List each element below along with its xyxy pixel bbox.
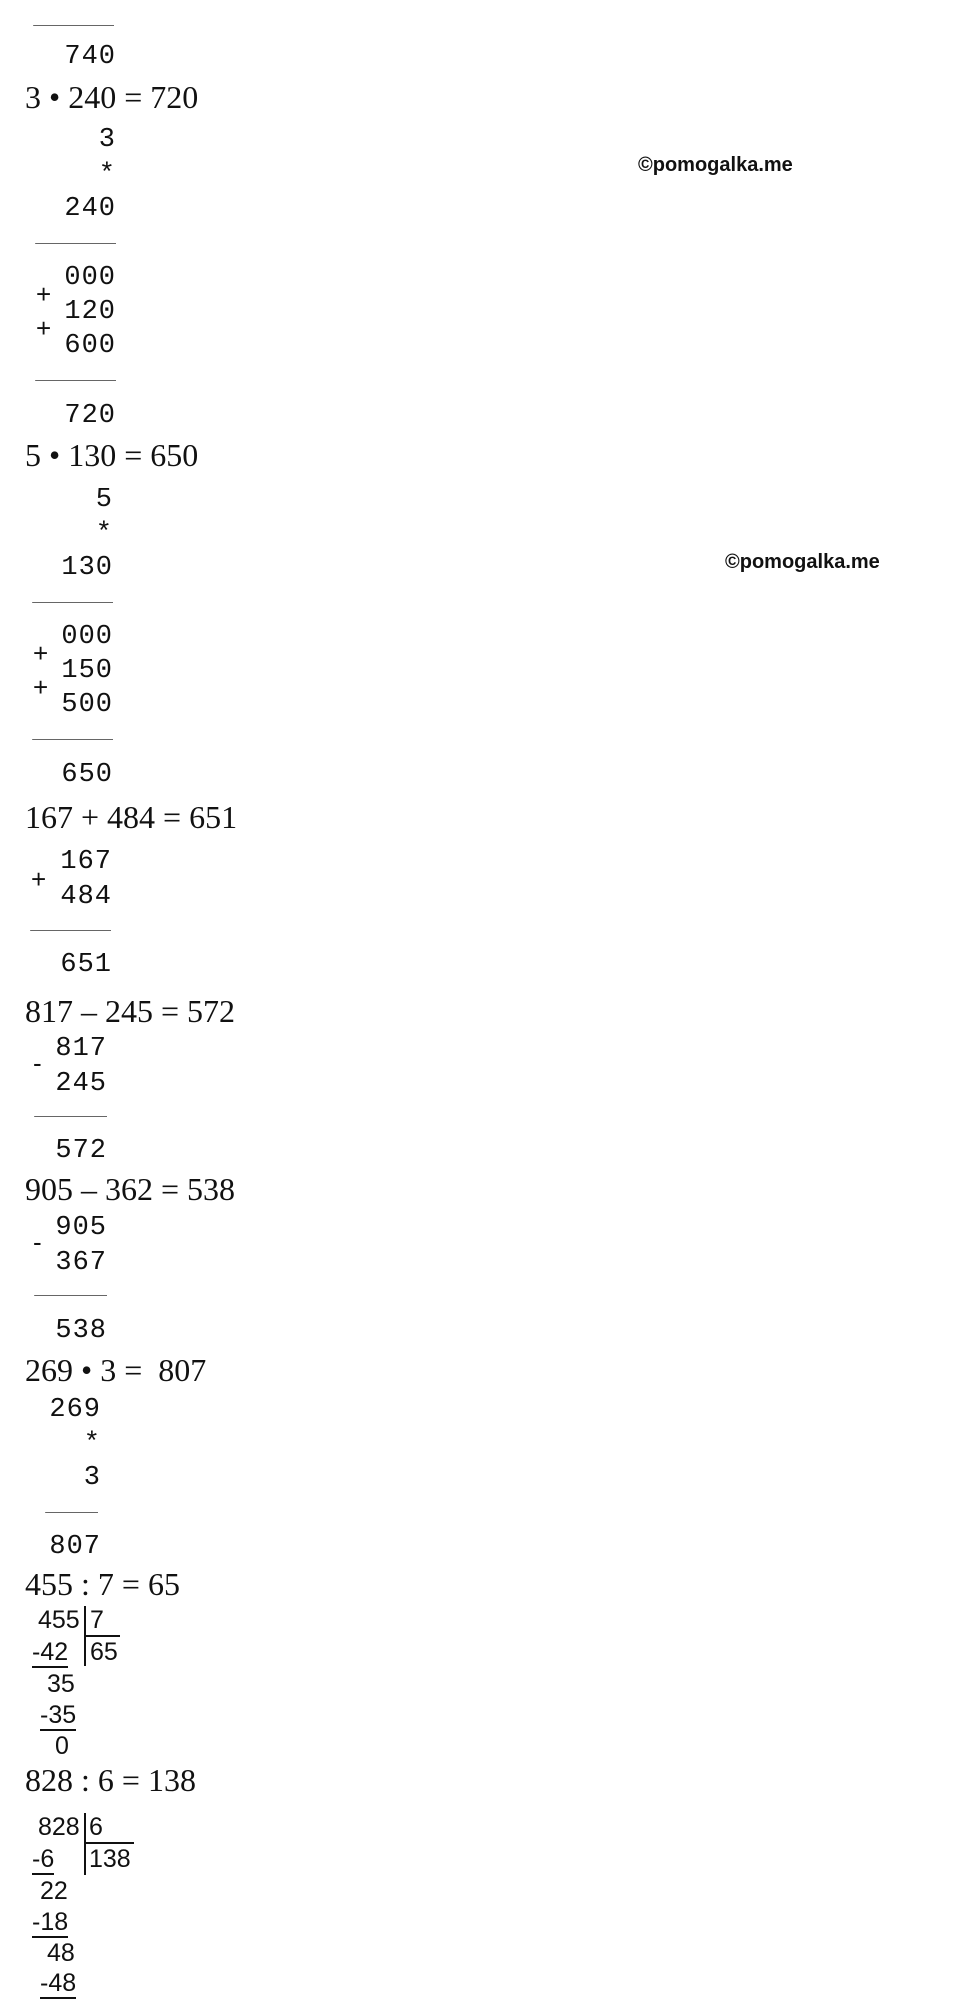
dividend: 455 — [38, 1606, 80, 1634]
operator-symbol: * — [98, 160, 116, 190]
operator-symbol: * — [95, 519, 113, 549]
result-value: 538 — [55, 1316, 107, 1346]
divisor: 6 — [89, 1813, 103, 1841]
operand-top: 3 — [98, 125, 116, 155]
plus-sign: + — [33, 672, 49, 702]
partial-product: 000 — [61, 622, 113, 652]
result-value: 650 — [61, 760, 113, 790]
equation: 3 • 240 = 720 — [25, 79, 199, 115]
difference-line — [34, 1295, 107, 1296]
result-value: 720 — [64, 401, 116, 431]
partial-product: 000 — [64, 263, 116, 293]
equation: 167 + 484 = 651 — [25, 799, 238, 835]
divisor: 7 — [90, 1606, 104, 1634]
sum-line — [35, 380, 116, 381]
dividend: 828 — [38, 1813, 80, 1841]
result-value: 807 — [49, 1532, 101, 1562]
result-value: 572 — [55, 1136, 107, 1166]
quotient: 138 — [89, 1845, 131, 1873]
plus-sign: + — [33, 638, 49, 668]
partial-product: 500 — [61, 690, 113, 720]
equation: 5 • 130 = 650 — [25, 437, 199, 473]
remainder: 0 — [55, 1732, 69, 1760]
difference-line — [34, 1116, 107, 1117]
operand-bottom: 484 — [60, 882, 112, 912]
watermark: ©pomogalka.me — [638, 154, 793, 176]
subtrahend: -48 — [40, 1969, 77, 1997]
partial-product: 120 — [64, 297, 116, 327]
remainder: 22 — [40, 1877, 68, 1905]
sum-line — [30, 930, 111, 931]
divisor-line — [84, 1842, 134, 1844]
result-line — [33, 25, 114, 26]
product-line — [45, 1512, 98, 1513]
operand-top: 167 — [60, 847, 112, 877]
partial-product: 150 — [61, 656, 113, 686]
equation: 905 – 362 = 538 — [25, 1171, 236, 1207]
plus-sign: + — [31, 864, 47, 894]
subtrahend: -42 — [32, 1638, 69, 1666]
minus-sign: - — [33, 1227, 42, 1257]
product-line — [35, 243, 116, 244]
remainder: 48 — [47, 1939, 75, 1967]
subtrahend: -35 — [40, 1701, 77, 1729]
operator-symbol: * — [83, 1429, 101, 1459]
operand-top: 817 — [55, 1034, 107, 1064]
operand-bottom: 367 — [55, 1248, 107, 1278]
division-bar — [84, 1813, 86, 1875]
operand-top: 5 — [95, 485, 113, 515]
watermark: ©pomogalka.me — [725, 551, 880, 573]
operand-bottom: 130 — [61, 553, 113, 583]
subtrahend: -18 — [32, 1908, 69, 1936]
result-value: 651 — [60, 950, 112, 980]
equation: 828 : 6 = 138 — [25, 1762, 196, 1798]
divisor-line — [84, 1635, 120, 1637]
partial-product: 600 — [64, 331, 116, 361]
operand-top: 905 — [55, 1213, 107, 1243]
equation: 455 : 7 = 65 — [25, 1566, 180, 1602]
plus-sign: + — [36, 279, 52, 309]
subtrahend: -6 — [32, 1845, 55, 1873]
operand-top: 269 — [49, 1395, 101, 1425]
equation: 269 • 3 = 807 — [25, 1352, 207, 1388]
quotient: 65 — [90, 1638, 118, 1666]
result-value: 740 — [64, 42, 116, 72]
sum-line — [32, 739, 113, 740]
operand-bottom: 3 — [83, 1463, 101, 1493]
minus-sign: - — [33, 1048, 42, 1078]
operand-bottom: 240 — [64, 194, 116, 224]
operand-bottom: 245 — [55, 1069, 107, 1099]
plus-sign: + — [36, 313, 52, 343]
equation: 817 – 245 = 572 — [25, 993, 236, 1029]
product-line — [32, 602, 113, 603]
remainder: 35 — [47, 1670, 75, 1698]
